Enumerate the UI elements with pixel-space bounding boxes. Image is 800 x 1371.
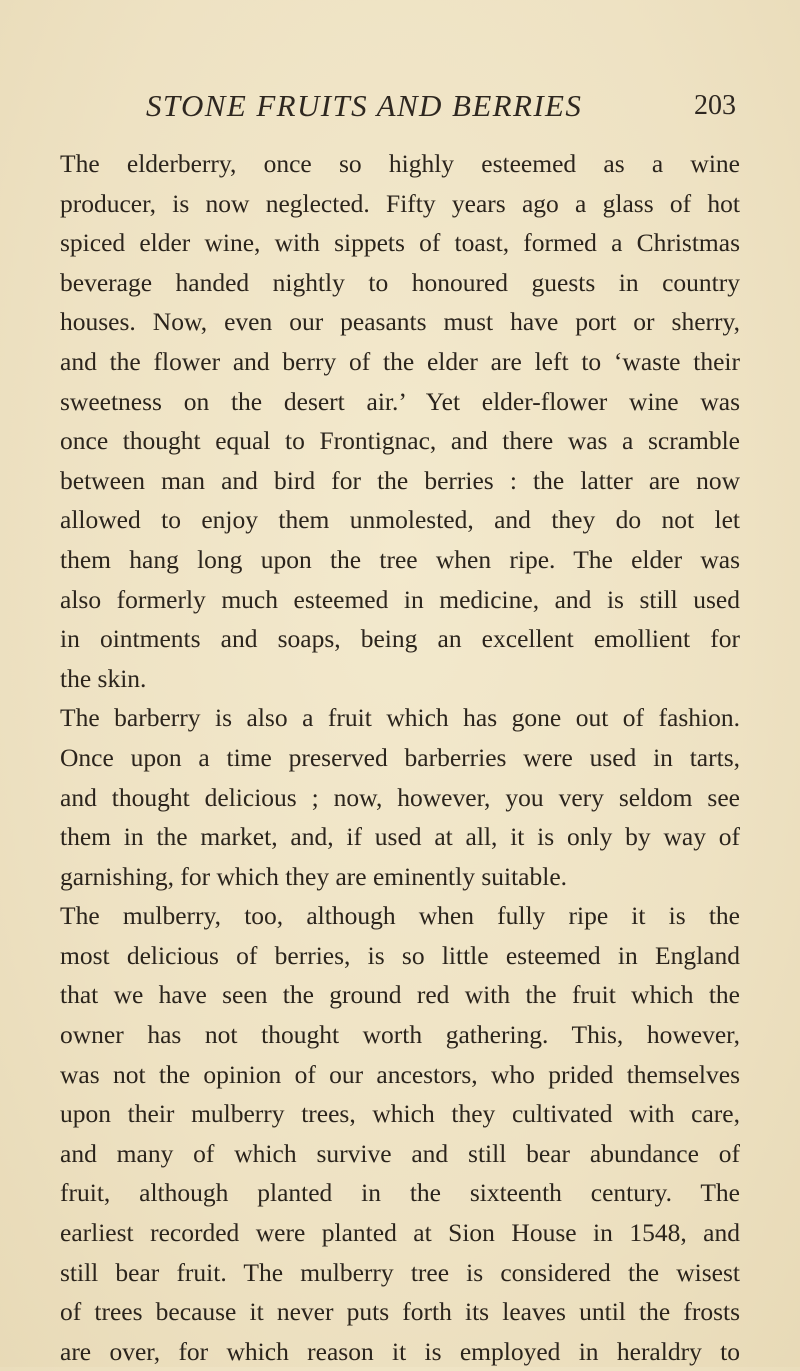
text-line: and many of which survive and still bear abundance of [60,1138,740,1168]
text-line: owner has not thought worth gathering. This, however, [60,1020,740,1050]
text-line: most delicious of berries, is so little esteemed in England [60,940,740,970]
text-line: Once upon a time preserved barberries were used in tarts, [60,742,740,772]
text-line: The elderberry, once so highly esteemed as a wine [60,149,740,178]
text-line: was not the opinion of our ancestors, who prided themselves [60,1059,740,1089]
text-line: The mulberry, too, although when fully ripe it is the [60,901,740,931]
text-line: sweetness on the desert air.’ Yet elder-flower wine was [60,386,740,416]
text-line: The barberry is also a fruit which has gone out of fashion. [60,703,740,733]
page-number: 203 [694,90,736,121]
text-line: that we have seen the ground red with the fruit which the [60,980,740,1010]
running-head [58,88,742,128]
text-line: the skin. [60,663,147,693]
text-line: producer, is now neglected. Fifty years ago a glass of hot [60,188,740,218]
running-title: STONE FRUITS AND BERRIES [146,88,583,123]
body-text [60,144,740,1371]
text-line: earliest recorded were planted at Sion House in 1548, and [60,1218,740,1248]
text-line: allowed to enjoy them unmolested, and they do not let [60,505,740,535]
text-line: also formerly much esteemed in medicine, and is still used [60,584,740,614]
text-line: once thought equal to Frontignac, and there was a scramble [60,426,740,456]
text-line: and thought delicious ; now, however, you very seldom see [60,782,740,812]
text-line: of trees because it never puts forth its leaves until the frosts [60,1297,740,1327]
text-line: are over, for which reason it is employed in heraldry to [60,1336,740,1366]
text-line: houses. Now, even our peasants must have port or sherry, [60,307,740,337]
text-line: them hang long upon the tree when ripe. The elder was [60,544,740,574]
text-line: spiced elder wine, with sippets of toast, formed a Christmas [60,228,740,258]
text-line: fruit, although planted in the sixteenth century. The [60,1178,740,1208]
text-line: them in the market, and, if used at all, it is only by way of [60,822,740,852]
text-line: upon their mulberry trees, which they cultivated with care, [60,1099,740,1129]
text-line: between man and bird for the berries : the latter are now [60,465,740,495]
text-line: still bear fruit. The mulberry tree is considered the wisest [60,1257,740,1287]
text-line: garnishing, for which they are eminently suitable. [60,861,568,891]
text-line: in ointments and soaps, being an excellent emollient for [60,624,740,654]
text-line: beverage handed nightly to honoured guests in country [60,267,740,297]
text-line: and the flower and berry of the elder are left to ‘waste their [60,346,740,376]
